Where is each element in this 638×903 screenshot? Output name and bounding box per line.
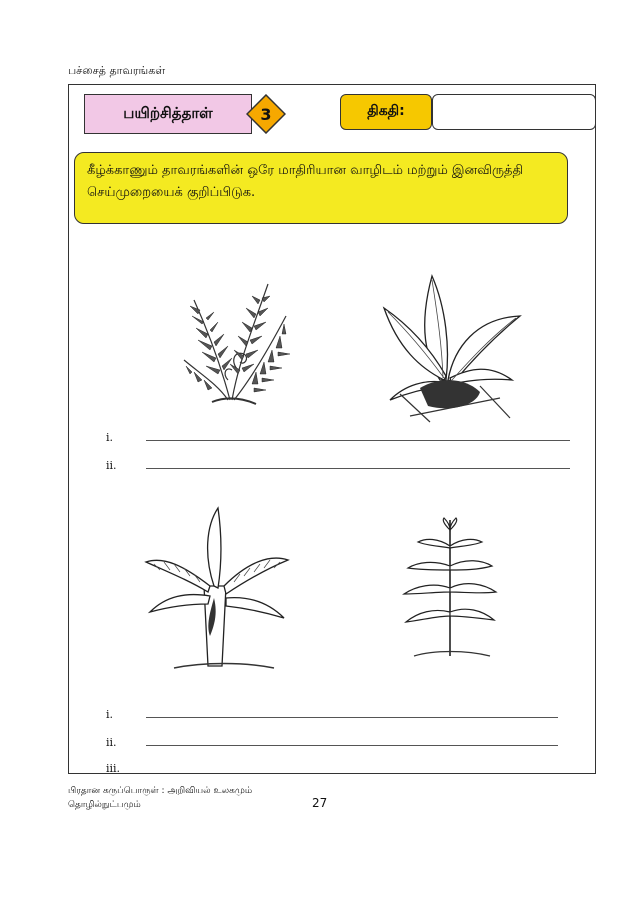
page-header: பச்சைத் தாவரங்கள்	[68, 64, 166, 77]
shrub-image	[394, 516, 506, 658]
worksheet-number: 3	[260, 105, 272, 124]
answer-line[interactable]	[146, 717, 558, 718]
list-item-number: i.	[106, 708, 114, 721]
footer-theme: பிரதான கருப்பொருள் : அறிவியல் உலகமும்	[68, 786, 253, 796]
instruction-text: கீழ்க்காணும் தாவரங்களின் ஒரே மாதிரியான வாழிடம் மற்றும் இனவிருத்தி செய்முறையைக் குறிப்பிடுக.	[87, 163, 524, 200]
answer-line[interactable]	[146, 745, 558, 746]
date-label: திகதி:	[340, 94, 432, 130]
birds-nest-fern-image	[380, 268, 526, 424]
list-item-number: iii.	[106, 762, 121, 775]
answer-line[interactable]	[146, 440, 570, 441]
worksheet-number-badge	[246, 94, 286, 134]
footer-theme-continued: தொழில்நுட்பமும்	[68, 800, 141, 810]
date-field[interactable]	[432, 94, 596, 130]
answer-line[interactable]	[146, 468, 570, 469]
fern-image	[172, 270, 302, 412]
list-item-number: ii.	[106, 736, 117, 749]
page-number: 27	[312, 796, 328, 810]
banana-plant-image	[144, 506, 290, 672]
worksheet-title: பயிற்சித்தாள்	[84, 94, 252, 134]
instruction-box	[74, 152, 568, 224]
list-item-number: ii.	[106, 459, 117, 472]
list-item-number: i.	[106, 431, 114, 444]
